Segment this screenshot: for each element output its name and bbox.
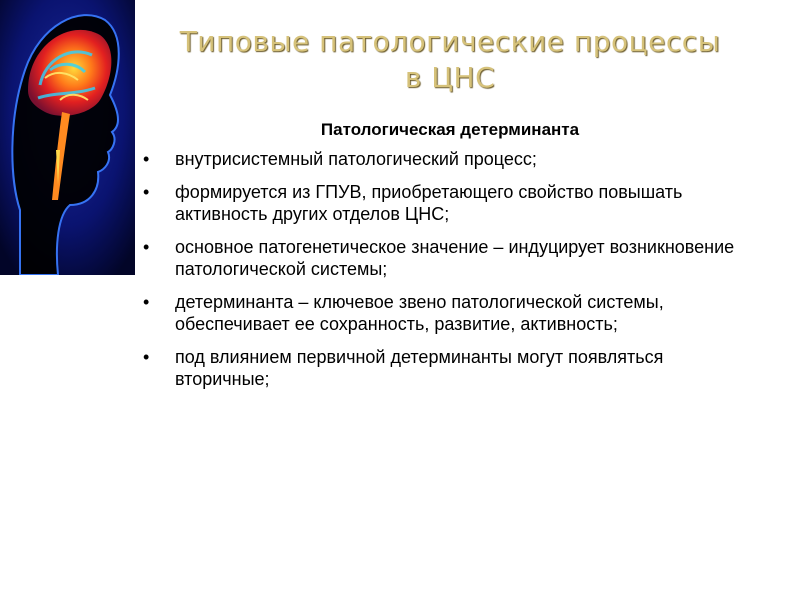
list-item xyxy=(138,291,738,335)
bullet-text: формируется из ГПУВ, приобретающего свойство повышать активность других отделов ЦНС; xyxy=(175,182,683,224)
slide-title xyxy=(150,24,750,96)
bullet-marker: • xyxy=(143,237,150,257)
list-item xyxy=(138,236,738,280)
bullet-marker: • xyxy=(143,182,150,202)
bullet-marker: • xyxy=(143,292,150,312)
bullet-list xyxy=(138,148,738,401)
brain-scan-image xyxy=(0,0,135,275)
bullet-marker: • xyxy=(143,347,150,367)
list-item xyxy=(138,148,738,170)
title-line-1: Типовые патологические процессы xyxy=(179,25,721,58)
bullet-text: под влиянием первичной детерминанты могут появляться вторичные; xyxy=(175,347,664,389)
bullet-text: внутрисистемный патологический процесс; xyxy=(175,149,537,169)
list-item xyxy=(138,181,738,225)
list-item xyxy=(138,346,738,390)
subheading: Патологическая детерминанта xyxy=(320,120,580,139)
bullet-text: основное патогенетическое значение – индуцирует возникновение патологической системы; xyxy=(175,237,735,279)
bullet-text: детерминанта – ключевое звено патологической системы, обеспечивает ее сохранность, развитие, активность; xyxy=(175,292,664,334)
bullet-marker: • xyxy=(143,149,150,169)
title-line-2: в ЦНС xyxy=(404,61,496,94)
